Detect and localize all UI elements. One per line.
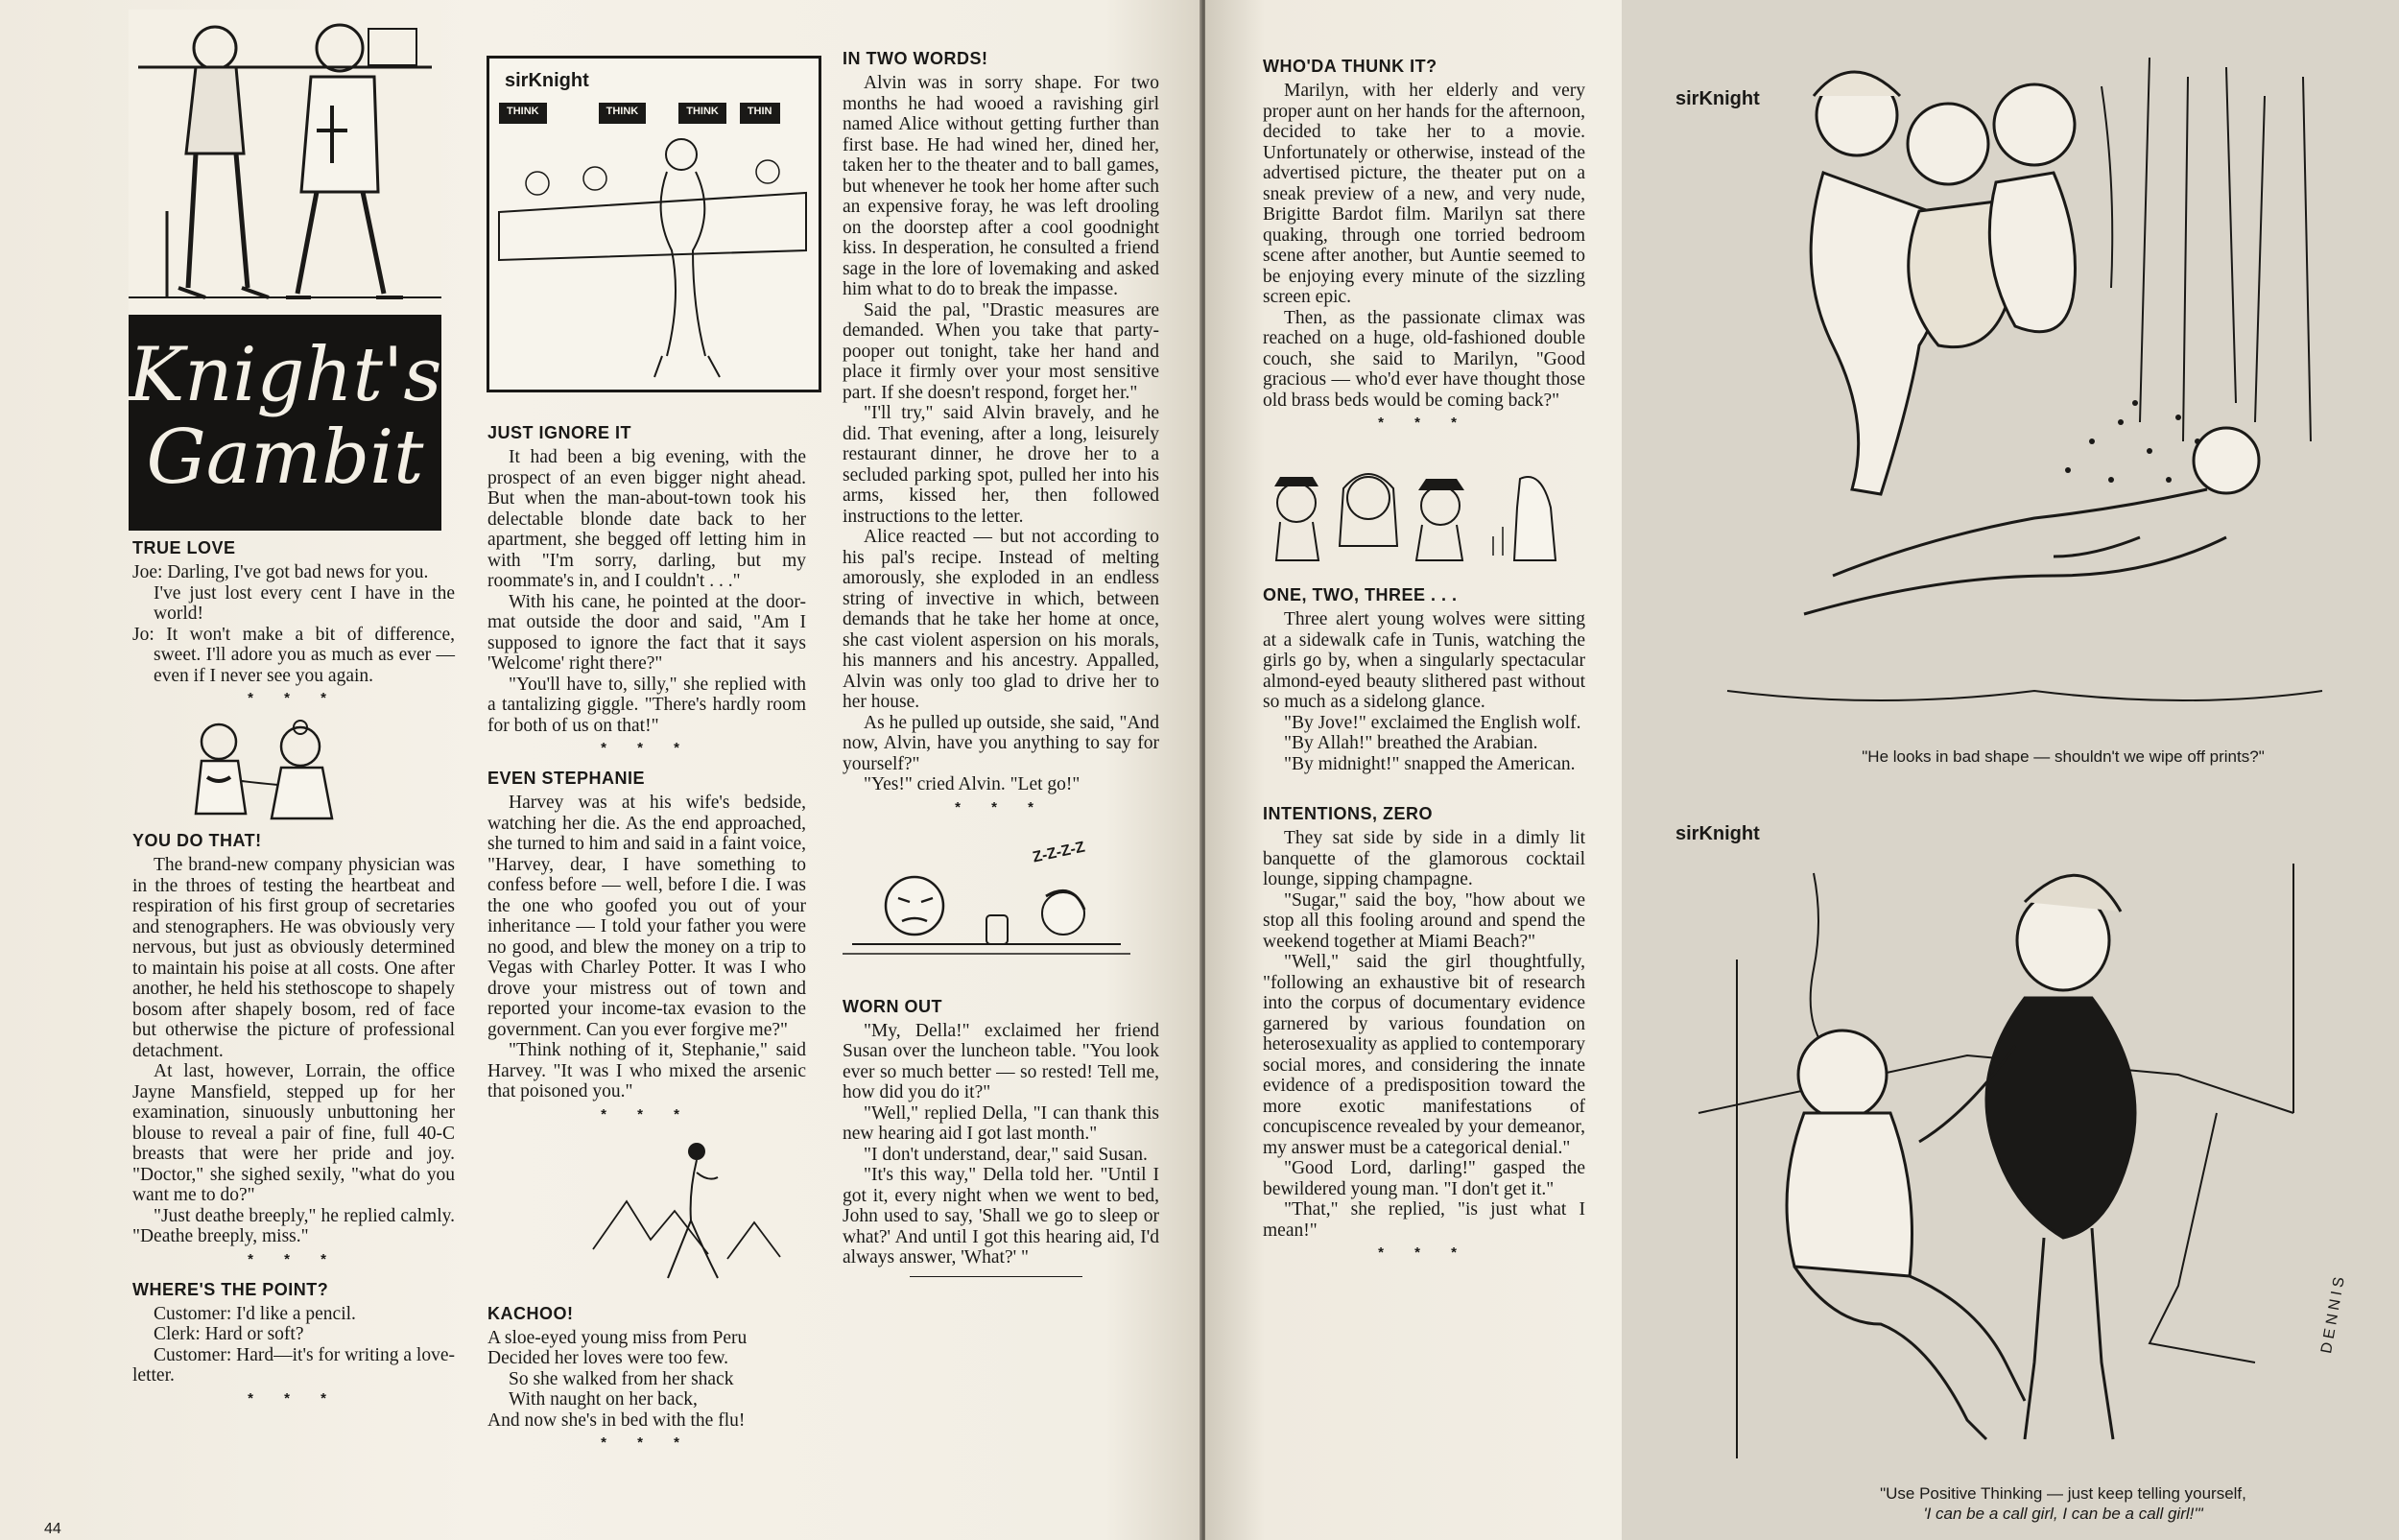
- verse-line: With naught on her back,: [509, 1389, 698, 1410]
- column-4: [1263, 56, 1585, 1261]
- sleeping-couple-cartoon: [843, 839, 1130, 963]
- verse-line: Decided her loves were too few.: [487, 1348, 729, 1368]
- paragraph: "Just deathe breeply," he replied calmly. "Deathe breeply, miss.": [132, 1205, 455, 1246]
- whoda-thunk-it-body: [1263, 81, 1585, 411]
- paragraph: "Sugar," said the boy, "how about we stop all this fooling around and spend the weekend together at Miami Beach?": [1263, 889, 1585, 952]
- paragraph: "Good Lord, darling!" gasped the bewildered young man. "I don't get it.": [1263, 1158, 1585, 1199]
- paragraph: Alvin was in sorry shape. For two months he had wooed a ravishing girl named Alice without getting further than first base. He had wined her, dined her, taken her to the theater and to ball games, but whenever he took her home after such an expensive foray, he was left drooling on the doorstep after a cool goodnight kiss. In desperation, he consulted a friend sage in the lore of lovemaking and asked him what to do to break the impasse.: [843, 73, 1159, 299]
- snore-text: Z-Z-Z-Z: [1031, 838, 1087, 866]
- separator-stars: * * *: [601, 740, 693, 756]
- masthead-title: [129, 315, 441, 531]
- one-two-three-body: [1263, 609, 1585, 774]
- separator-stars: * * *: [248, 690, 340, 706]
- doctor-cartoon: [171, 718, 363, 823]
- wheres-the-point-heading: WHERE'S THE POINT?: [132, 1279, 329, 1299]
- you-do-that-body: [132, 855, 455, 1247]
- paragraph: Alice reacted — but not according to his pal's recipe. Instead of melting amorously, she exploded in an endless string of invective in which, between demands that he take her home at once, she cast violent aspersion on his morals, his manners and his ancestry. Appalled, Alvin was only too glad to drive her to her house.: [843, 527, 1159, 712]
- dialogue-line: I've just lost every cent I have in the world!: [154, 582, 455, 624]
- paragraph: "That," she replied, "is just what I mean!": [1263, 1199, 1585, 1241]
- paragraph: "Think nothing of it, Stephanie," said Harvey. "It was I who mixed the arsenic that poisoned you.": [487, 1040, 806, 1102]
- masthead-title-line1: Knight's: [129, 332, 442, 418]
- in-two-words-heading: IN TWO WORDS!: [843, 49, 988, 68]
- paragraph: At last, however, Lorrain, the office Jayne Mansfield, stepped up for her examination, sinuously unbuttoning her blouse to reveal a pair of fine, full 40-C breasts that were her pride and joy. "Doctor," she sighed sexily, "what do you want me to do?": [132, 1061, 455, 1205]
- cartoon-panel: [1622, 0, 2399, 1540]
- dialogue-line: Clerk: Hard or soft?: [154, 1324, 304, 1344]
- paragraph: "Well," said the girl thoughtfully, "following an exhaustive bit of research into the corpus of documentary evidence garnered by various foundation on heterosexuality as applied to contemporary social mores, and considering the innate evidence of a predisposition toward the more exotic manifestations of concupiscence revealed by your demeanor, my answer must be a categorical denial.": [1263, 952, 1585, 1158]
- masthead: [129, 10, 441, 531]
- three-wolves-cartoon: [1263, 450, 1580, 565]
- separator-stars: * * *: [601, 1434, 693, 1451]
- separator-stars: * * *: [955, 798, 1047, 816]
- cartoon-bottom-drawing: [1679, 825, 2351, 1468]
- right-page: [1205, 0, 2399, 1540]
- cartoon-brand: sirKnight: [505, 70, 589, 91]
- cartoon-top-drawing: [1689, 38, 2341, 729]
- wheres-the-point-body: [132, 1304, 455, 1386]
- running-girl-cartoon: [583, 1134, 795, 1297]
- cartoon-top-caption: "He looks in bad shape — shouldn't we wipe off prints?": [1862, 747, 2265, 766]
- whoda-thunk-it-heading: WHO'DA THUNK IT?: [1263, 57, 1437, 76]
- separator-stars: * * *: [248, 1250, 340, 1268]
- paragraph: It had been a big evening, with the prospect of an even bigger night ahead. But when the man-about-town took his delectable blonde date back to her apartment, she begged off letting him in with "I'm sorry, darling, but my roommate's in, and I couldn't . . .": [487, 447, 806, 591]
- kachoo-verse: [487, 1328, 806, 1432]
- dialogue-line: Jo: It won't make a bit of difference, sweet. I'll adore you as much as ever — even if I never see you again.: [132, 624, 455, 686]
- think-signs: [499, 103, 806, 124]
- separator-stars: * * *: [248, 1389, 340, 1407]
- even-stephanie-heading: EVEN STEPHANIE: [487, 769, 646, 788]
- paragraph: "Yes!" cried Alvin. "Let go!": [864, 774, 1081, 794]
- artist-signature: DENNIS: [2318, 1271, 2349, 1355]
- paragraph: "By Jove!" exclaimed the English wolf.: [1284, 712, 1581, 733]
- worn-out-body: [843, 1021, 1159, 1268]
- paragraph: "It's this way," Della told her. "Until I got it, every night when we went to bed, John used to say, 'Shall we go to sleep or what?' And until I got this hearing aid, I'd always answer, 'What?' ": [843, 1165, 1159, 1268]
- end-rule: [910, 1276, 1082, 1278]
- paragraph: Marilyn, with her elderly and very proper aunt on her hands for the afternoon, decided to take her to a movie. Unfortunately or otherwise, instead of the advertised picture, the theater put on a sneak preview of a new, and very nude, Brigitte Bardot film. Marilyn sat there quaking, through one torried bedroom scene after another, but Auntie seemed to be enjoying every minute of the sizzling screen epic.: [1263, 81, 1585, 307]
- dialogue-line: Customer: I'd like a pencil.: [154, 1303, 356, 1324]
- worn-out-heading: WORN OUT: [843, 996, 942, 1016]
- think-sign: THINK: [499, 103, 547, 124]
- dialogue-line: Customer: Hard—it's for writing a love-letter.: [132, 1344, 455, 1386]
- verse-line: And now she's in bed with the flu!: [487, 1410, 746, 1431]
- think-sign: THINK: [678, 103, 726, 124]
- cartoon-top-brand: sirKnight: [1675, 88, 1760, 109]
- paragraph: The brand-new company physician was in the throes of testing the heartbeat and respiration of his first group of secretaries and stenographers. He was obviously very nervous, but just as obviously determined to maintain his poise at all costs. One after another, he held his stethoscope to shapely bosom after shapely bosom, red of face but otherwise the picture of professional detachment.: [132, 855, 455, 1061]
- paragraph: Said the pal, "Drastic measures are demanded. When you take that party-pooper out tonight, take her hand and place it firmly over your most sensitive part. If she doesn't respond, forget her.": [843, 299, 1159, 403]
- you-do-that-heading: YOU DO THAT!: [132, 831, 262, 850]
- verse-line: A sloe-eyed young miss from Peru: [487, 1327, 748, 1348]
- caption-line: "Use Positive Thinking — just keep telling yourself,: [1880, 1484, 2246, 1503]
- paragraph: "You'll have to, silly," she replied with a tantalizing giggle. "There's hardly room for both of us on that!": [487, 674, 806, 736]
- paragraph: Then, as the passionate climax was reached on a huge, old-fashioned double couch, she said to Marilyn, "Good gracious — who'd ever have thought those old brass beds would be coming back?": [1263, 307, 1585, 411]
- verse-line: So she walked from her shack: [509, 1368, 734, 1389]
- think-sign: THINK: [599, 103, 647, 124]
- separator-stars: * * *: [1378, 1244, 1470, 1261]
- in-two-words-body: [843, 73, 1159, 795]
- cartoon-bottom-caption: [1766, 1483, 2361, 1524]
- kachoo-heading: KACHOO!: [487, 1303, 574, 1323]
- knights-illustration: [129, 10, 441, 315]
- intentions-zero-body: [1263, 828, 1585, 1241]
- true-love-body: [132, 562, 455, 686]
- column-2: [487, 422, 806, 1451]
- caption-line: 'I can be a call girl, I can be a call girl!'": [1923, 1504, 2203, 1523]
- separator-stars: * * *: [1378, 415, 1470, 431]
- one-two-three-heading: ONE, TWO, THREE . . .: [1263, 585, 1458, 604]
- cartoon-bottom-brand: sirKnight: [1675, 823, 1760, 844]
- column-1: [132, 537, 455, 1407]
- paragraph: "By midnight!" snapped the American.: [1284, 753, 1576, 774]
- paragraph: Harvey was at his wife's bedside, watching her die. As the end approached, she turned to him and said in a faint voice, "Harvey, dear, I have something to confess before — well, before I die. I was the one who goofed you out of your inheritance — I told your father you were no good, and blew the money on a trip to Vegas with Charley Potter. It was I who drove your mistress out of town and reported your income-tax evasion to the government. Can you ever forgive me?": [487, 793, 806, 1040]
- paragraph: As he pulled up outside, she said, "And now, Alvin, have you anything to say for yourself?": [843, 712, 1159, 774]
- intentions-zero-heading: INTENTIONS, ZERO: [1263, 804, 1434, 823]
- paragraph: "By Allah!" breathed the Arabian.: [1284, 733, 1538, 753]
- paragraph: "My, Della!" exclaimed her friend Susan over the luncheon table. "You look ever so much better — so rested! Tell me, how did you do it?": [843, 1020, 1159, 1102]
- just-ignore-it-heading: JUST IGNORE IT: [487, 423, 632, 442]
- think-sign: THIN: [740, 103, 780, 124]
- paragraph: "I'll try," said Alvin bravely, and he did. That evening, after a long, leisurely restaurant dinner, he drove her to a secluded parking spot, pulled her into his arms, kissed her, then followed instructions to the letter.: [843, 403, 1159, 527]
- cartoon-think-box: [487, 56, 821, 392]
- column-3: [843, 48, 1159, 1277]
- separator-stars: * * *: [601, 1105, 693, 1123]
- true-love-heading: TRUE LOVE: [132, 538, 236, 557]
- office-cartoon-drawing: [489, 126, 819, 385]
- paragraph: With his cane, he pointed at the door-mat outside the door and said, "Am I supposed to ignore the fact that it says 'Welcome' right there?": [487, 591, 806, 674]
- paragraph: "Well," replied Della, "I can thank this new hearing aid I got last month.": [843, 1102, 1159, 1144]
- even-stephanie-body: [487, 793, 806, 1102]
- paragraph: "I don't understand, dear," said Susan.: [864, 1144, 1148, 1165]
- page-number: 44: [44, 1521, 61, 1537]
- paragraph: They sat side by side in a dimly lit banquette of the glamorous cocktail lounge, sipping champagne.: [1263, 828, 1585, 889]
- just-ignore-it-body: [487, 447, 806, 736]
- dialogue-line: Joe: Darling, I've got bad news for you.: [132, 562, 429, 582]
- paragraph: Three alert young wolves were sitting at a sidewalk cafe in Tunis, watching the girls go by, when a singularly spectacular almond-eyed beauty slithered past without so much as a sidelong glance.: [1263, 609, 1585, 712]
- masthead-title-line2: Gambit: [146, 415, 424, 501]
